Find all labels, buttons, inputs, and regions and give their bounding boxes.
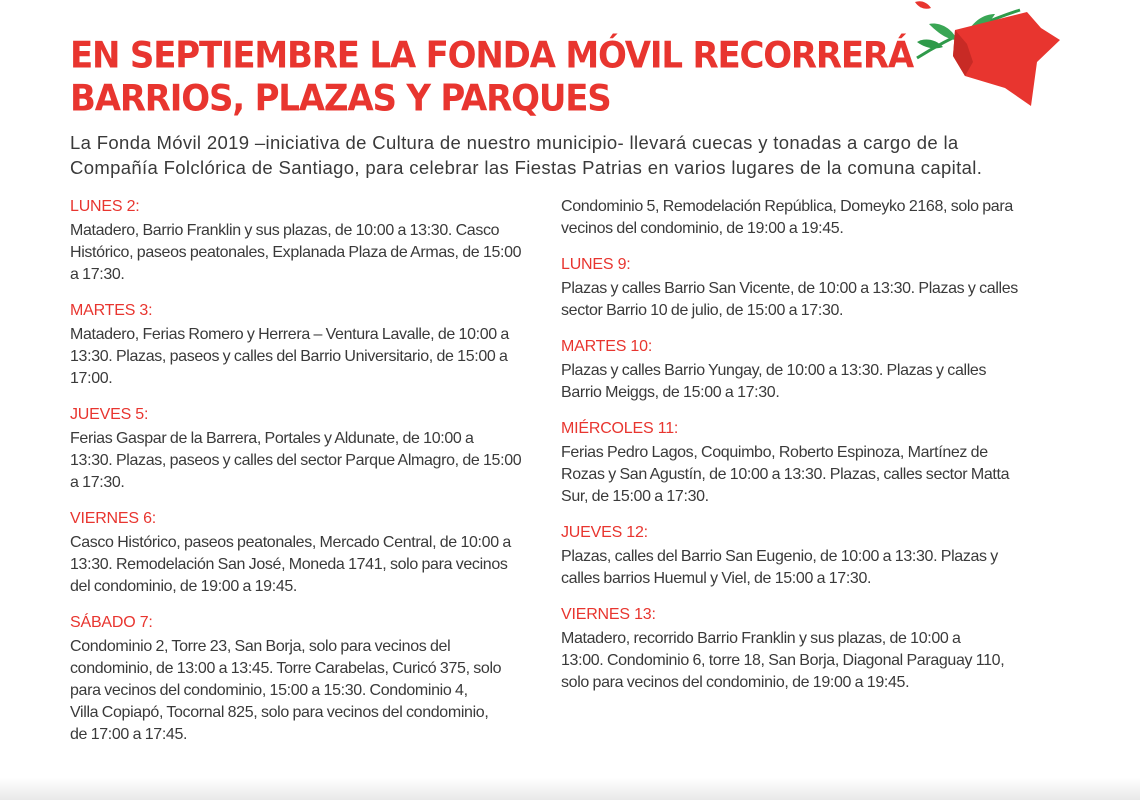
schedule-day-label: LUNES 2:	[70, 198, 140, 215]
title-line-2: BARRIOS, PLAZAS Y PARQUES	[70, 77, 611, 121]
schedule-entry	[561, 604, 1031, 694]
schedule-text-line: Ferias Pedro Lagos, Coquimbo, Roberto Espinoza, Martínez de	[561, 444, 988, 461]
schedule-text-line: para vecinos del condominio, 15:00 a 15:30. Condominio 4,	[70, 682, 468, 699]
schedule-entry	[70, 508, 540, 598]
schedule-text-line: 13:30. Plazas, paseos y calles del sector Parque Almagro, de 15:00	[70, 452, 522, 469]
schedule-description	[70, 324, 540, 390]
schedule-text-line: a 17:30.	[70, 266, 125, 283]
schedule-text-line: Barrio Meiggs, de 15:00 a 17:30.	[561, 384, 780, 401]
schedule-text-line: Plazas y calles Barrio Yungay, de 10:00 a 13:30. Plazas y calles	[561, 362, 987, 379]
schedule-text-line: Casco Histórico, paseos peatonales, Mercado Central, de 10:00 a	[70, 534, 511, 551]
schedule-description	[70, 428, 540, 494]
schedule-day-label: LUNES 9:	[561, 256, 631, 273]
schedule-day-label: MIÉRCOLES 11:	[561, 420, 679, 437]
schedule-description	[561, 278, 1031, 322]
schedule-right-column	[561, 196, 1031, 708]
schedule-description	[561, 546, 1031, 590]
schedule-description	[561, 360, 1031, 404]
schedule-day-label: JUEVES 12:	[561, 524, 648, 541]
schedule-text-line: 17:00.	[70, 370, 113, 387]
schedule-description	[561, 442, 1031, 508]
schedule-text-line: solo para vecinos del condominio, de 19:00 a 19:45.	[561, 674, 910, 691]
schedule-entry	[561, 522, 1031, 590]
schedule-text-line: Sur, de 15:00 a 17:30.	[561, 488, 709, 505]
intro-line-1: La Fonda Móvil 2019 –iniciativa de Cultura de nuestro municipio- llevará cuecas y tonadas a cargo de la	[70, 132, 959, 153]
schedule-day-label: MARTES 10:	[561, 338, 653, 355]
schedule-day-label: JUEVES 5:	[70, 406, 149, 423]
schedule-text-line: Rozas y San Agustín, de 10:00 a 13:30. Plazas, calles sector Matta	[561, 466, 1010, 483]
schedule-text-line: Plazas y calles Barrio San Vicente, de 10:00 a 13:30. Plazas y calles	[561, 280, 1018, 297]
schedule-day-label: VIERNES 13:	[561, 606, 656, 623]
schedule-entry	[561, 254, 1031, 322]
schedule-description	[561, 628, 1031, 694]
schedule-text-line: 13:30. Remodelación San José, Moneda 1741, solo para vecinos	[70, 556, 508, 573]
schedule-text-line: Matadero, recorrido Barrio Franklin y sus plazas, de 10:00 a	[561, 630, 961, 647]
schedule-text-line: Condominio 5, Remodelación República, Domeyko 2168, solo para	[561, 198, 1013, 215]
schedule-entry	[70, 612, 540, 746]
flower-pennant-illustration	[895, 0, 1065, 115]
schedule-text-line: Matadero, Ferias Romero y Herrera – Ventura Lavalle, de 10:00 a	[70, 326, 509, 343]
page-bottom-shadow	[0, 778, 1140, 800]
schedule-text-line: 13:00. Condominio 6, torre 18, San Borja, Diagonal Paraguay 110,	[561, 652, 1005, 669]
schedule-text-line: del condominio, de 19:00 a 19:45.	[70, 578, 298, 595]
schedule-entry	[70, 196, 540, 286]
intro-line-2: Compañía Folclórica de Santiago, para celebrar las Fiestas Patrias en varios lugares de la comuna capital.	[70, 157, 983, 178]
schedule-entry	[561, 418, 1031, 508]
schedule-day-label: SÁBADO 7:	[70, 614, 153, 631]
schedule-text-line: condominio, de 13:00 a 13:45. Torre Carabelas, Curicó 375, solo	[70, 660, 502, 677]
article-title	[70, 34, 950, 120]
schedule-text-line: Condominio 2, Torre 23, San Borja, solo para vecinos del	[70, 638, 451, 655]
schedule-text-line: 13:30. Plazas, paseos y calles del Barrio Universitario, de 15:00 a	[70, 348, 508, 365]
schedule-text-line: Plazas, calles del Barrio San Eugenio, de 10:00 a 13:30. Plazas y	[561, 548, 998, 565]
schedule-day-label: MARTES 3:	[70, 302, 153, 319]
schedule-text-line: de 17:00 a 17:45.	[70, 726, 188, 743]
schedule-entry	[561, 196, 1031, 240]
schedule-description	[70, 220, 540, 286]
schedule-text-line: calles barrios Huemul y Viel, de 15:00 a 17:30.	[561, 570, 872, 587]
schedule-text-line: Villa Copiapó, Tocornal 825, solo para vecinos del condominio,	[70, 704, 489, 721]
schedule-text-line: Histórico, paseos peatonales, Explanada Plaza de Armas, de 15:00	[70, 244, 522, 261]
schedule-text-line: sector Barrio 10 de julio, de 15:00 a 17:30.	[561, 302, 844, 319]
schedule-entry	[70, 404, 540, 494]
schedule-text-line: a 17:30.	[70, 474, 125, 491]
schedule-entry	[561, 336, 1031, 404]
schedule-day-label: VIERNES 6:	[70, 510, 157, 527]
schedule-entry	[70, 300, 540, 390]
schedule-text-line: Ferias Gaspar de la Barrera, Portales y Aldunate, de 10:00 a	[70, 430, 474, 447]
schedule-description	[70, 636, 540, 746]
schedule-left-column	[70, 196, 540, 760]
schedule-text-line: Matadero, Barrio Franklin y sus plazas, de 10:00 a 13:30. Casco	[70, 222, 500, 239]
schedule-text-line: vecinos del condominio, de 19:00 a 19:45.	[561, 220, 844, 237]
intro-paragraph	[70, 130, 1070, 180]
schedule-description	[70, 532, 540, 598]
schedule-description	[561, 196, 1031, 240]
title-line-1: EN SEPTIEMBRE LA FONDA MÓVIL RECORRERÁ	[70, 34, 914, 78]
